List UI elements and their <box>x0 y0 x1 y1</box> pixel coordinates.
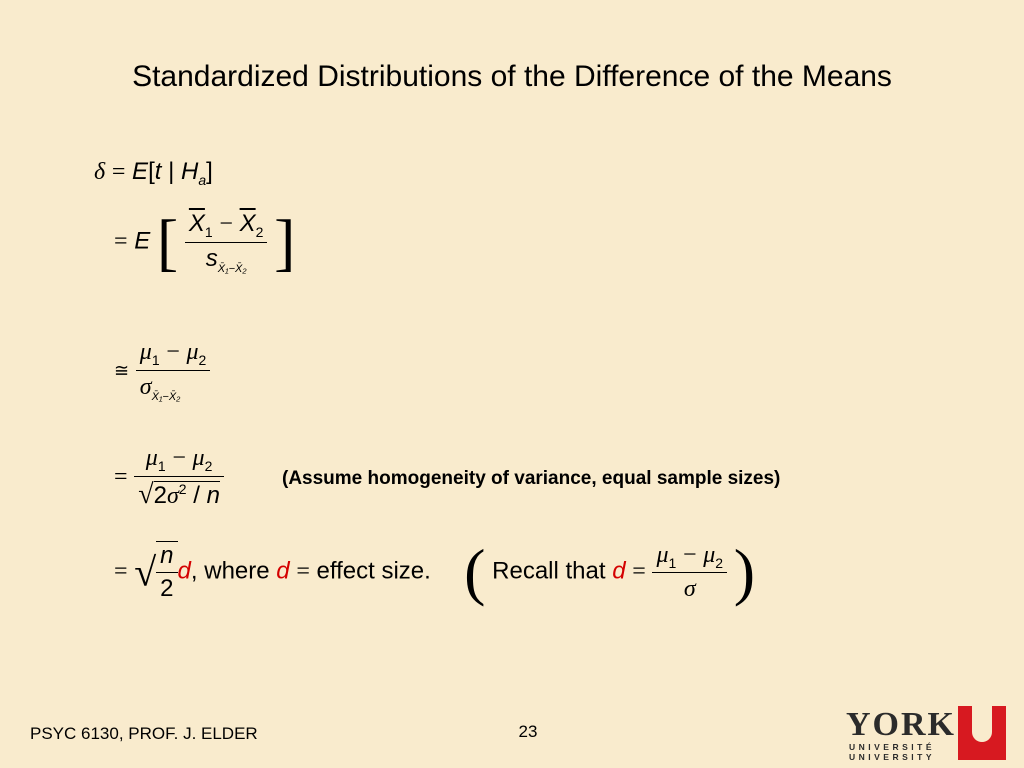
assumption-note: (Assume homogeneity of variance, equal sample sizes) <box>282 468 781 489</box>
equation-pooled: = $\frac{\mu_1 - \mu_2}{√2\sigma^2 / n}$ <box>114 444 224 511</box>
equation-delta: δ = E[t | $H_a$] <box>94 158 213 188</box>
equation-approx: ≅ $\frac{\mu_1 - \mu_2}{\sigma_{X̄_1-X̄_2}}$ <box>114 338 210 403</box>
equation-effect-size: = √ $\frac{n}{2}$ d, where d = effect size. ( Recall that d = $\frac{\mu_1 - \mu_2}{\sigma}$ ) <box>114 536 756 607</box>
fraction-xbar-over-s: $\frac{\overline{X}_1 - \overline{X}_2}{s_{X̄_1-X̄_2}}$ <box>185 210 268 275</box>
york-university-logo: YORK UNIVERSITÉ UNIVERSITY <box>846 706 1006 762</box>
page-number: 23 <box>518 722 538 741</box>
fraction-mu-over-sqrt: $\frac{\mu_1 - \mu_2}{√2\sigma^2 / n}$ <box>134 444 224 511</box>
slide-title: Standardized Distributions of the Difference of the Means <box>132 60 892 93</box>
course-footer: PSYC 6130, PROF. J. ELDER <box>30 724 258 743</box>
effect-size-d: d <box>177 557 191 585</box>
fraction-n-over-2: $\frac{n}{2}$ <box>156 541 177 603</box>
delta-symbol: δ <box>94 159 106 185</box>
fraction-recall: $\frac{\mu_1 - \mu_2}{\sigma}$ <box>652 541 727 604</box>
fraction-mu-over-sigma: $\frac{\mu_1 - \mu_2}{\sigma_{X̄_1-X̄_2}}$ <box>136 338 211 403</box>
equation-expectation: = E [ $\frac{\overline{X}_1 - \overline{X}_2}{s_{X̄_1-X̄_2}}$ ] <box>114 206 296 278</box>
york-u-icon <box>958 706 1006 760</box>
